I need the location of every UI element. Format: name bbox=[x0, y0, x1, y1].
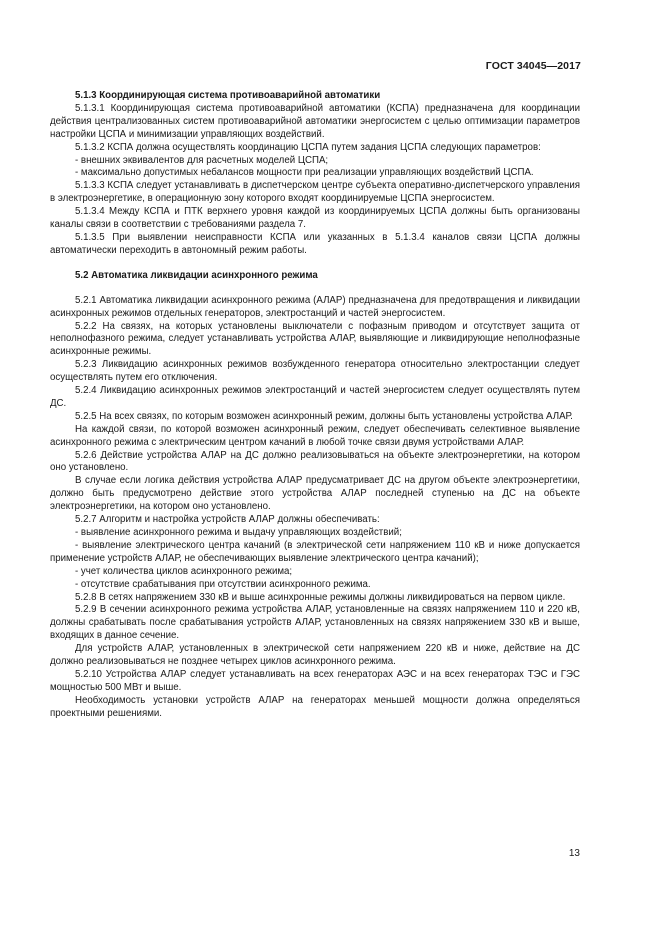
page-number: 13 bbox=[568, 848, 580, 859]
list-item: - выявление электрического центра качаний (в электрической сети напряжением 110 кВ и ниже допускается применение устройств АЛАР, не обеспечивающих выявление электрического центра качаний); bbox=[50, 539, 580, 564]
paragraph: На каждой связи, по которой возможен асинхронный режим, следует обеспечивать селективное выявление асинхронного режима с электрическим центром качаний в любой точке связи двумя устройствами АЛАР. bbox=[50, 423, 580, 448]
document-id: ГОСТ 34045—2017 bbox=[485, 60, 581, 72]
list-item: - учет количества циклов асинхронного режима; bbox=[75, 565, 293, 577]
paragraph: 5.2.6 Действие устройства АЛАР на ДС должно реализовываться на объекте электроэнергетики, на котором оно установлено. bbox=[50, 449, 580, 474]
paragraph: 5.1.3.1 Координирующая система противоаварийной автоматики (КСПА) предназначена для координации действия централизованных систем противоаварийной автоматики энергосистем с целью оптимизации параметров настройки ЦСПА и минимизации управляющих воздействий. bbox=[50, 102, 580, 140]
paragraph: 5.2.4 Ликвидацию асинхронных режимов электростанций и частей энергосистем следует осуществлять путем ДС. bbox=[50, 385, 580, 409]
paragraph: 5.2.7 Алгоритм и настройка устройств АЛАР должны обеспечивать: bbox=[75, 514, 380, 526]
paragraph: 5.2.3 Ликвидацию асинхронных режимов возбужденного генератора относительно электростанции следует осуществлять путем его отключения. bbox=[50, 359, 580, 384]
document-body bbox=[50, 90, 580, 721]
paragraph: Необходимость установки устройств АЛАР на генераторах меньшей мощности должна определяться проектными решениями. bbox=[50, 694, 580, 719]
paragraph: 5.2.2 На связях, на которых установлены выключатели с пофазным приводом и отсутствует защита от неполнофазного режима, следует устанавливать устройства АЛАР, выявляющие и ликвидирующие неполнофазные асинхронные режимы. bbox=[50, 320, 580, 358]
paragraph: 5.2.1 Автоматика ликвидации асинхронного режима (АЛАР) предназначена для предотвращения и ликвидации асинхронных режимов отдельных генераторов, электростанций и частей энергосистем. bbox=[50, 294, 580, 319]
list-item: - выявление асинхронного режима и выдачу управляющих воздействий; bbox=[75, 527, 402, 538]
paragraph: В случае если логика действия устройства АЛАР предусматривает ДС на другом объекте электроэнергетики, должно быть предусмотрено действие этого устройства АЛАР последней ступенью на ДС на объекте электроэнергетики, на котором оно установлено. bbox=[50, 475, 580, 513]
paragraph: 5.2.8 В сетях напряжением 330 кВ и выше асинхронные режимы должны ликвидироваться на первом цикле. bbox=[75, 591, 566, 603]
paragraph: 5.1.3.4 Между КСПА и ПТК верхнего уровня каждой из координируемых ЦСПА должны быть организованы каналы связи в соответствии с требованиями раздела 7. bbox=[50, 206, 580, 231]
section-heading-5-2: 5.2 Автоматика ликвидации асинхронного режима bbox=[75, 269, 318, 281]
paragraph: Для устройств АЛАР, установленных в электрической сети напряжением 220 кВ и ниже, действие на ДС должно реализовываться не позднее четырех циклов асинхронного режима. bbox=[50, 643, 580, 668]
list-item: - отсутствие срабатывания при отсутствии асинхронного режима. bbox=[75, 578, 371, 590]
paragraph: 5.1.3.3 КСПА следует устанавливать в диспетчерском центре субъекта оперативно-диспетчерского управления в электроэнергетике, в операционную зону которого входят координируемые ЦСПА энергосистем. bbox=[50, 180, 580, 205]
paragraph: 5.2.9 В сечении асинхронного режима устройства АЛАР, установленные на связях напряжением 110 и 220 кВ, должны срабатывать после срабатывания устройств АЛАР, установленных на связях напряжением 330 кВ и выше, входящих в данное сечение. bbox=[50, 604, 580, 642]
list-item: - максимально допустимых небалансов мощности при реализации управляющих воздействий ЦСПА. bbox=[75, 167, 534, 179]
section-heading-5-1-3: 5.1.3 Координирующая система противоаварийной автоматики bbox=[75, 90, 381, 101]
paragraph: 5.1.3.2 КСПА должна осуществлять координацию ЦСПА путем задания ЦСПА следующих параметров: bbox=[75, 141, 541, 153]
paragraph: 5.1.3.5 При выявлении неисправности КСПА или указанных в 5.1.3.4 каналов связи ЦСПА должны автоматически переходить в автономный режим работы. bbox=[50, 231, 580, 256]
paragraph: 5.2.5 На всех связях, по которым возможен асинхронный режим, должны быть установлены устройства АЛАР. bbox=[75, 410, 573, 422]
paragraph: 5.2.10 Устройства АЛАР следует устанавливать на всех генераторах АЭС и на всех генераторах ТЭС и ГЭС мощностью 500 МВт и выше. bbox=[50, 668, 580, 693]
list-item: - внешних эквивалентов для расчетных моделей ЦСПА; bbox=[75, 154, 329, 166]
